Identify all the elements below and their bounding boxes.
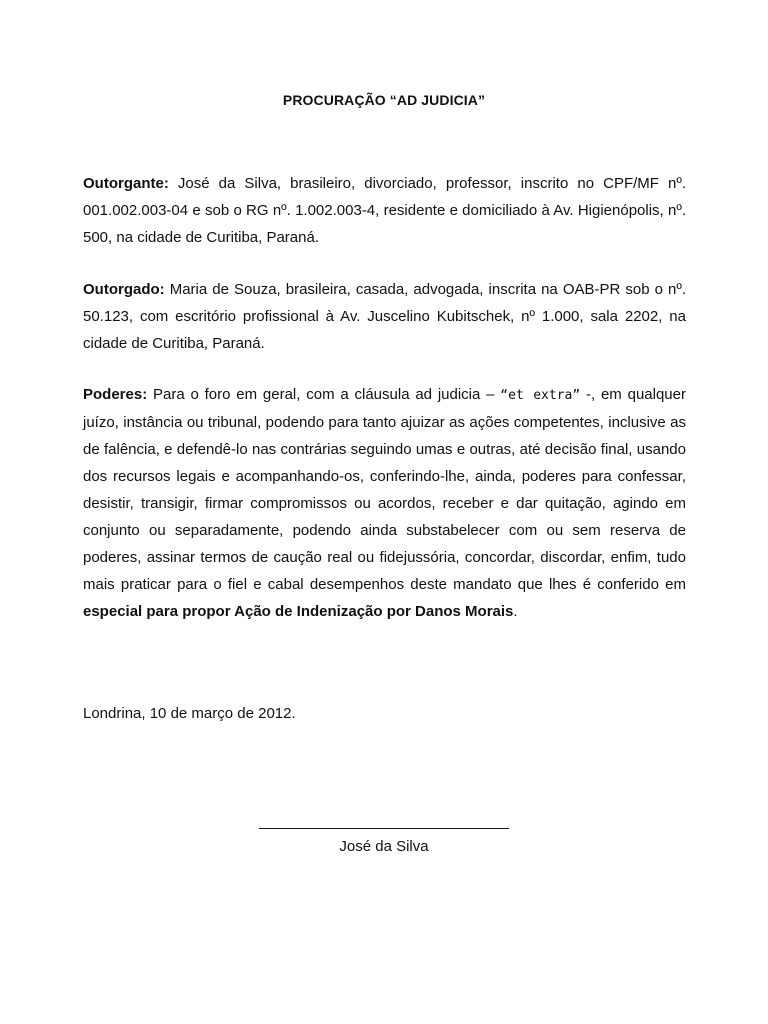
date-line: Londrina, 10 de março de 2012. bbox=[83, 705, 296, 722]
et-extra-quote: “et extra” bbox=[500, 388, 581, 403]
signature-name: José da Silva bbox=[339, 838, 429, 855]
outorgante-paragraph bbox=[83, 170, 686, 251]
poderes-text-before: Para o foro em geral, com a cláusula ad judicia – bbox=[147, 386, 501, 403]
outorgado-paragraph bbox=[83, 276, 686, 357]
poderes-label: Poderes: bbox=[83, 386, 148, 403]
outorgante-label: Outorgante: bbox=[83, 175, 169, 192]
document-title: PROCURAÇÃO “AD JUDICIA” bbox=[282, 92, 486, 108]
poderes-end: . bbox=[513, 603, 518, 620]
poderes-text-after: -, em qualquer juízo, instância ou tribunal, podendo para tanto ajuizar as ações competentes, inclusive as de falência, e defendê-lo nas contrárias seguindo umas e outras, até decisão final, usando dos recursos legais e acompanhando-os, conferindo-lhe, ainda, poderes para confessar, desistir, transigir, firmar compromissos ou acordos, receber e dar quitação, agindo em conjunto ou separadamente, podendo ainda substabelecer com ou sem reserva de poderes, assinar termos de caução real ou fidejussória, concordar, discordar, enfim, tudo mais praticar para o fiel e cabal desempenhos deste mandato que lhes é conferido em bbox=[83, 386, 686, 593]
poderes-paragraph bbox=[83, 381, 686, 625]
poderes-emphasis: especial para propor Ação de Indenização por Danos Morais bbox=[83, 603, 514, 620]
outorgado-text: Maria de Souza, brasileira, casada, advogada, inscrita na OAB-PR sob o nº. 50.123, com escritório profissional à Av. Juscelino Kubitschek, nº 1.000, sala 2202, na cidade de Curitiba, Paraná. bbox=[83, 281, 686, 352]
outorgante-text: José da Silva, brasileiro, divorciado, professor, inscrito no CPF/MF nº. 001.002.003-04 e sob o RG nº. 1.002.003-4, residente e domiciliado à Av. Higienópolis, nº. 500, na cidade de Curitiba, Paraná. bbox=[83, 175, 686, 246]
signature-line bbox=[259, 828, 509, 829]
outorgado-label: Outorgado: bbox=[83, 281, 165, 298]
